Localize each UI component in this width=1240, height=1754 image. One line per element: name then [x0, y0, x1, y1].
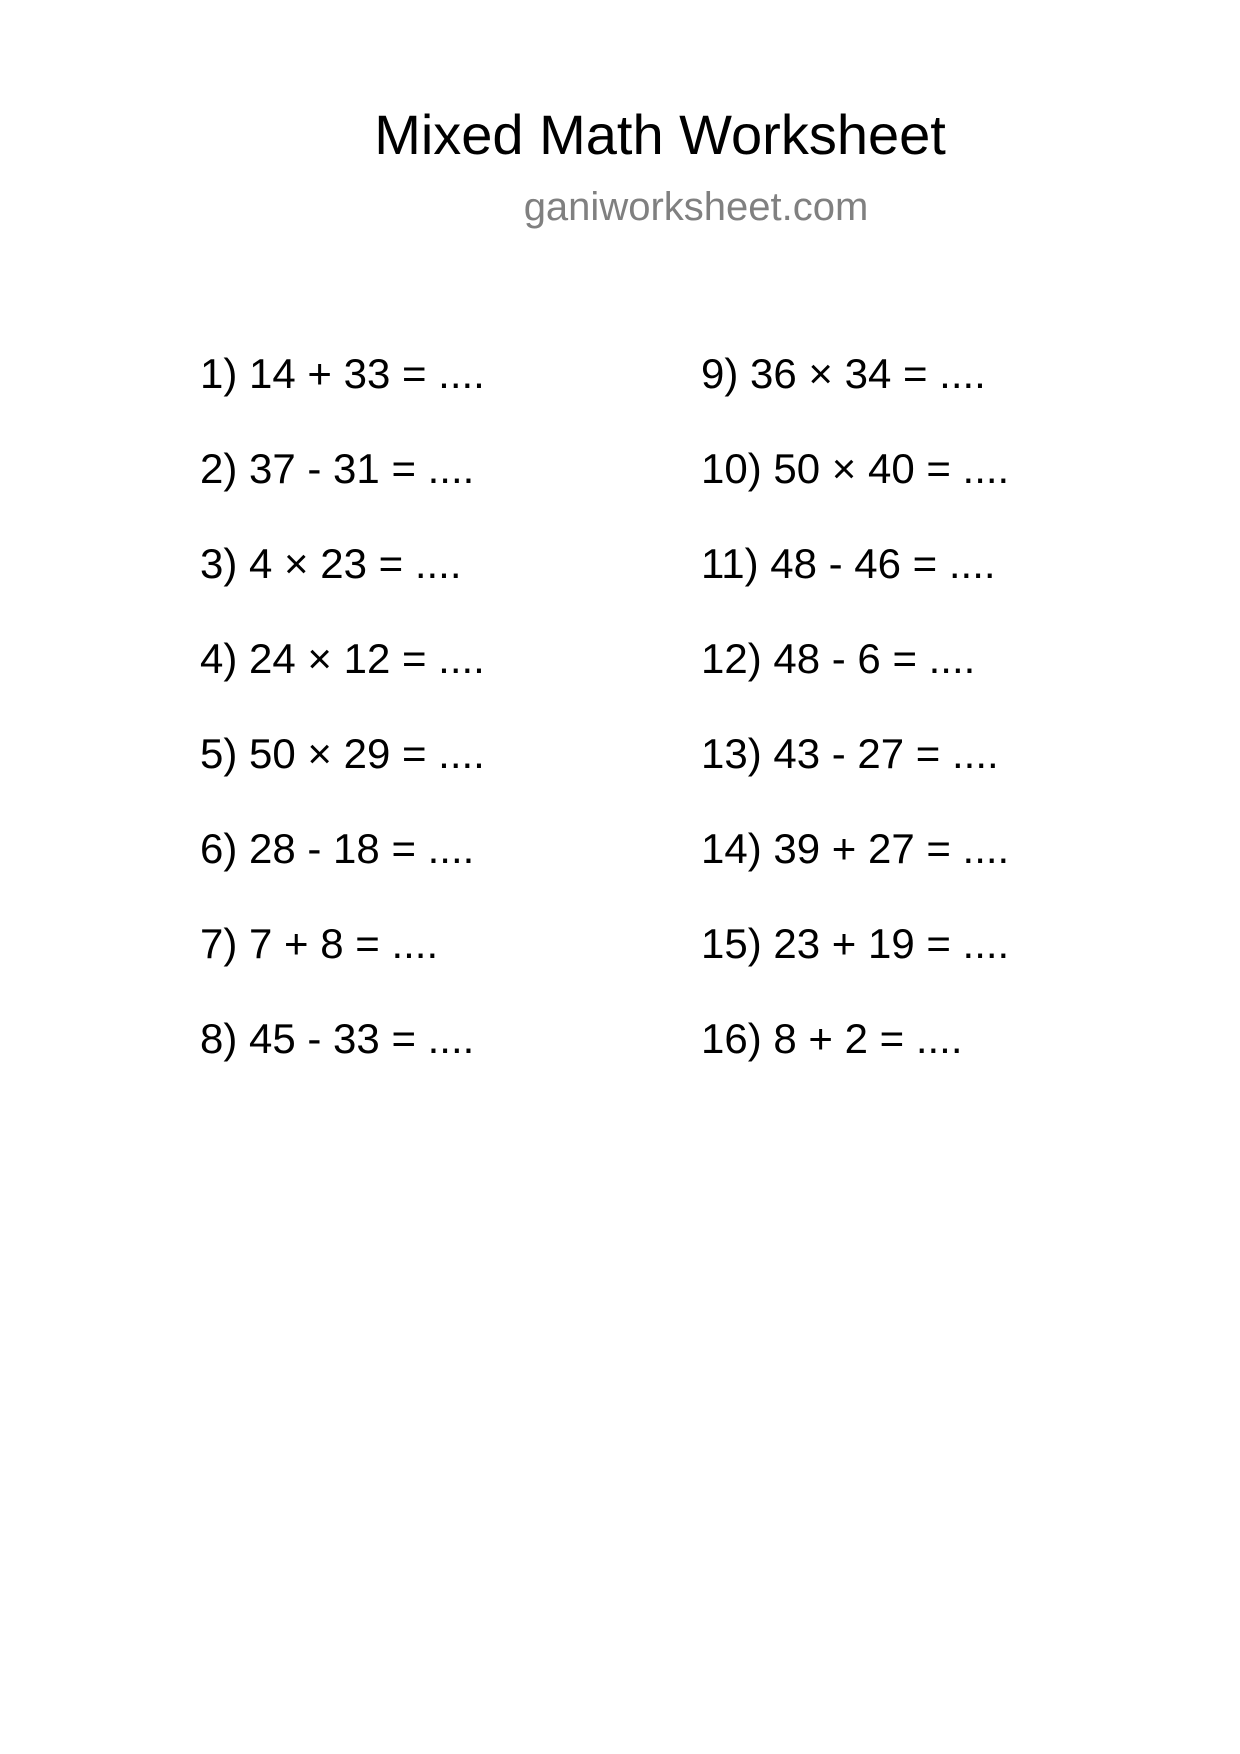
math-problem: 12) 48 - 6 = .... — [701, 635, 976, 682]
math-problem: 9) 36 × 34 = .... — [701, 350, 986, 397]
math-problem: 8) 45 - 33 = .... — [200, 1015, 475, 1062]
page-title: Mixed Math Worksheet — [374, 103, 946, 166]
math-problem: 16) 8 + 2 = .... — [701, 1015, 963, 1062]
math-problem: 7) 7 + 8 = .... — [200, 920, 439, 967]
website-label: ganiworksheet.com — [523, 185, 869, 229]
math-problem: 6) 28 - 18 = .... — [200, 825, 475, 872]
math-problem: 3) 4 × 23 = .... — [200, 540, 462, 587]
math-problem: 11) 48 - 46 = .... — [701, 540, 996, 587]
math-problem: 10) 50 × 40 = .... — [701, 445, 1010, 492]
math-problem: 14) 39 + 27 = .... — [701, 825, 1010, 872]
math-problem: 13) 43 - 27 = .... — [701, 730, 999, 777]
problem-list-left — [200, 349, 485, 1109]
problem-list-right — [701, 349, 1009, 1109]
math-problem: 15) 23 + 19 = .... — [701, 920, 1010, 967]
math-problem: 1) 14 + 33 = .... — [200, 350, 485, 397]
math-problem: 4) 24 × 12 = .... — [200, 635, 485, 682]
math-problem: 2) 37 - 31 = .... — [200, 445, 475, 492]
math-problem: 5) 50 × 29 = .... — [200, 730, 485, 777]
